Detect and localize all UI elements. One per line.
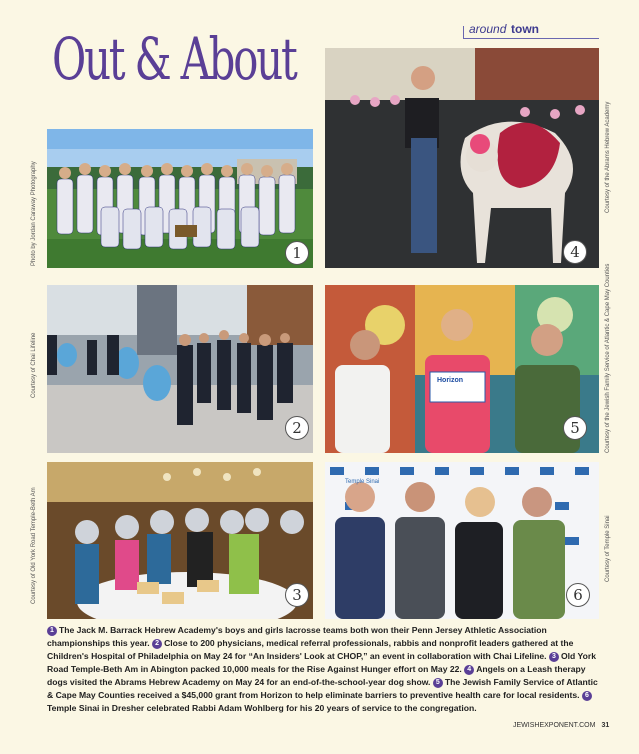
- credit-photo-3: Courtesy of Old York Road Temple-Beth Am: [31, 487, 37, 604]
- credit-photo-1: Photo by Jordan Caraway Photography: [31, 161, 37, 266]
- photo-number-6: 6: [566, 583, 590, 607]
- caption-text-5: The Jewish Family Service of Atlantic & Cape May Counties received a $45,000 grant from Horizon to help eliminate barriers to preventive health care for local residents.: [47, 677, 598, 700]
- photo-caption: [47, 624, 599, 715]
- section-tag-town: town: [511, 22, 539, 36]
- credit-photo-2: Courtesy of Chai Lifeline: [31, 332, 37, 398]
- caption-text-2: Close to 200 physicians, medical referral professionals, rabbis and nonprofit leaders gathered at the Children's Hospital of Philadelphia on May 24 for “An Insiders' Look at CHOP,” an event in collaboration with Chai Lifeline.: [47, 638, 574, 661]
- photo-number-2: 2: [285, 416, 309, 440]
- section-tag: [463, 20, 599, 40]
- photo-number-3: 3: [285, 583, 309, 607]
- caption-text-4: Angels on a Leash therapy dogs visited the Abrams Hebrew Academy on May 24 for an end-of-the-school-year dog show.: [47, 664, 586, 687]
- footer-site: JEWISHEXPONENT.COM: [513, 722, 596, 729]
- caption-number-4: 4: [464, 665, 474, 675]
- temple-sinai-sign-text: Temple Sinai: [345, 479, 380, 485]
- caption-number-2: 2: [152, 639, 162, 649]
- caption-text-3: Old York Road Temple-Beth Am in Abington packed 10,000 meals for the Rise Against Hunger effort on May 22.: [47, 651, 596, 674]
- page-footer: [513, 722, 609, 729]
- footer-page-number: 31: [601, 722, 610, 729]
- caption-number-6: 6: [582, 691, 592, 701]
- credit-photo-6: Courtesy of Temple Sinai: [605, 515, 611, 582]
- page-title: Out & About: [52, 25, 296, 93]
- credit-photo-4: Courtesy of the Abrams Hebrew Academy: [605, 101, 611, 213]
- caption-number-1: 1: [47, 626, 57, 636]
- horizon-sign-text: Horizon: [437, 377, 464, 384]
- photo-horizon-grant: [325, 285, 599, 453]
- photo-therapy-dog: [325, 48, 599, 268]
- photo-temple-sinai: [325, 462, 599, 619]
- credit-photo-5: Courtesy of the Jewish Family Service of Atlantic & Cape May Counties: [605, 263, 611, 453]
- caption-text-1: The Jack M. Barrack Hebrew Academy's boys and girls lacrosse teams both won their Penn Jersey Athletic Association championships this year.: [47, 625, 547, 648]
- caption-number-3: 3: [549, 652, 559, 662]
- photo-number-4: 4: [563, 240, 587, 264]
- caption-text-6: Temple Sinai in Dresher celebrated Rabbi Adam Wohlberg for his 20 years of service to the congregation.: [47, 703, 477, 713]
- photo-number-1: 1: [285, 241, 309, 265]
- photo-chop-event: [47, 285, 313, 453]
- photo-lacrosse-team: [47, 129, 313, 268]
- caption-number-5: 5: [433, 678, 443, 688]
- section-tag-around: around: [469, 22, 507, 36]
- photo-number-5: 5: [563, 416, 587, 440]
- photo-meal-packing: [47, 462, 313, 619]
